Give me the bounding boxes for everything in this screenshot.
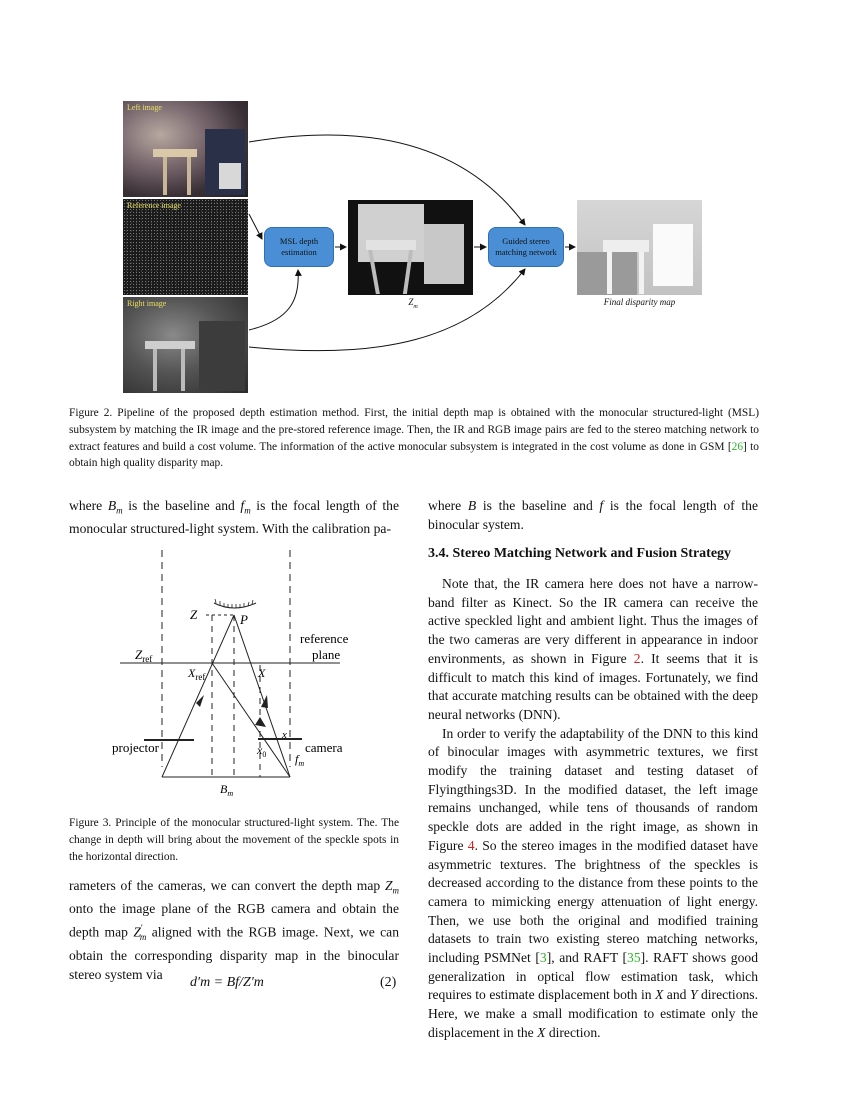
right-image-label: Right image <box>127 299 167 308</box>
fig3-small-x-label: x <box>282 729 287 741</box>
zm-label: $Z_m$ <box>408 297 418 310</box>
fig3-zref-label: $Z_{ref}$ <box>135 647 153 664</box>
reference-image-label: Reference image <box>127 201 181 210</box>
ref-3-link[interactable]: 3 <box>539 950 547 966</box>
final-disparity-label: Final disparity map <box>603 297 676 307</box>
equation-2-number: (2) <box>380 975 397 990</box>
right-para-1: where B is the baseline and f is the focal length of the binocular system. <box>428 498 758 532</box>
fig3-x-label: X <box>258 666 266 680</box>
fig3-bm-label: $B_m$ <box>220 782 234 798</box>
figure-2-link[interactable]: 2 <box>633 650 641 666</box>
fig3-fm-label: $f_m$ <box>295 752 305 768</box>
right-para-2: Note that, the IR camera here does not have a narrow-band filter as Kinect. So the IR camera can receive the active speckled light and ambient light. Thus the images of the two cameras are very different in appearance in indoor environments, as shown in Figure 2. It seems that it is difficult to match this kind of images. Fortunately, we find that accurate matching results can be obtained with the deep neural networks (DNN). In order to verify the adaptability of the DNN to this kind of binocular images with asymmetric textures, we first modify the training dataset and testing dataset of Flyingthings3D. In the modified dataset, the left image remains unchanged, while tens of thousands of random speckle dots are added in the right image, as shown in Figure 4. So the stereo images in the modified dataset have asymmetric textures. The brightness of the speckles is decreased according to the distance from these points to the camera to mimicking energy attenuation of light energy. Then, we use both the original and modified training datasets to train two existing stereo matching networks, including PSMNet [3], and RAFT [35]. RAFT shows good generalization in optical flow estimation task, which requires to estimate displacement both in X and Y directions. Here, we make a small modification to estimate only the displacement in the X direction. <box>428 576 758 1040</box>
fig3-z-label: Z <box>190 607 198 622</box>
left-para-2: rameters of the cameras, we can convert the depth map $Z_m$ onto the image plane of the RGB camera and obtain the depth map $Z'_m$ aligned with the RGB image. Next, we can obtain the corresponding disparity map in the binocular stereo system via <box>69 878 400 982</box>
left-image-label: Left image <box>127 103 162 112</box>
fig3-reference-label: reference <box>300 631 349 646</box>
ref-35-link[interactable]: 35 <box>627 950 641 966</box>
fig3-xref-label: $X_{ref}$ <box>188 666 206 682</box>
guided-stereo-matching-box: Guided stereo matching network <box>488 227 564 267</box>
fig3-x0-label: $x_0$ <box>257 743 267 759</box>
fig3-camera-label: camera <box>305 740 343 755</box>
msl-depth-estimation-box: MSL depth estimation <box>264 227 334 267</box>
figure-3-diagram <box>100 545 380 800</box>
fig3-p-label: P <box>240 612 248 627</box>
section-3-4-heading: 3.4. Stereo Matching Network and Fusion Strategy <box>428 546 732 561</box>
figure-4-link[interactable]: 4 <box>467 837 475 853</box>
left-para-1: where $B_m$ is the baseline and $f_m$ is the focal length of the monocular structured-light system. With the calibration pa- <box>69 498 399 537</box>
fig3-projector-label: projector <box>112 740 159 755</box>
figure-2-caption: Figure 2. Pipeline of the proposed depth estimation method. First, the initial depth map is obtained with the monocular structured-light (MSL) subsystem by matching the IR image and the pre-stored reference image. Then, the IR and RGB image pairs are fed to the stereo matching network to extract features and build a cost volume. The information of the active monocular subsystem is integrated in the cost volume as done in GSM [26] to obtain high quality disparity map. <box>69 407 759 470</box>
figure-2-arrows <box>0 0 850 420</box>
equation-2: d′m = Bf/Z′m <box>190 975 264 990</box>
ref-26-link[interactable]: 26 <box>731 440 744 453</box>
figure-3-caption: Figure 3. Principle of the monocular structured-light system. The. The change in depth will bring about the movement of the speckle spots in the horizontal direction. <box>69 817 399 863</box>
fig3-plane-label: plane <box>312 647 341 662</box>
